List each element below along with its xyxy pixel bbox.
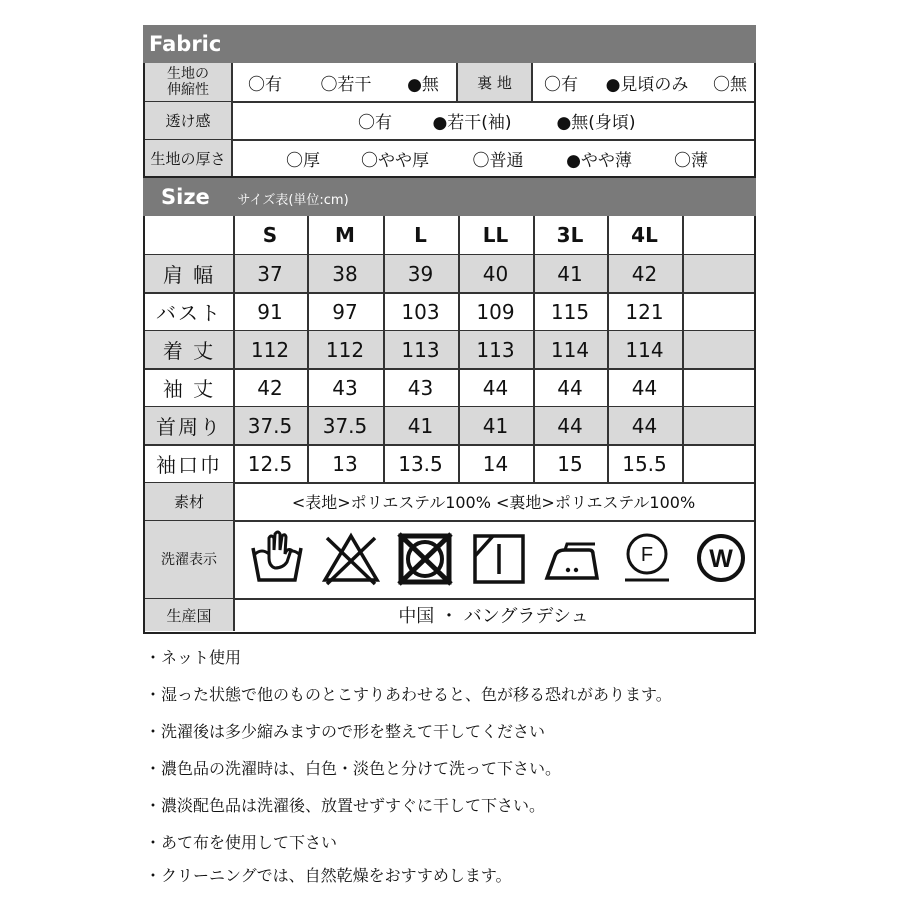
size-column-s: S [262, 223, 278, 247]
thickness-option-thick: 〇厚 [286, 150, 320, 171]
care-label: 洗濯表示 [145, 521, 233, 598]
size-value-cell: 112 [250, 337, 290, 362]
size-value-cell: 44 [631, 375, 658, 400]
fabric-label-stretch: 生地の 伸縮性 [145, 63, 231, 101]
size-value-cell: 114 [625, 337, 664, 362]
size-value-cell: 109 [476, 299, 515, 324]
sheer-option-body: ●無(身頃) [556, 113, 636, 133]
care-note: ・洗濯後は多少縮みますので形を整えて干してください [145, 722, 546, 741]
dry-clean-f-icon [617, 530, 677, 588]
fabric-label-thickness: 生地の厚さ [145, 140, 231, 176]
size-value-cell: 39 [407, 261, 434, 286]
fabric-header [143, 25, 756, 63]
line-dry-shade-icon [469, 530, 529, 588]
care-note: ・濃淡配色品は洗濯後、放置せずすぐに干して下さい。 [145, 796, 546, 815]
size-column-3l: 3L [556, 223, 584, 247]
size-value-cell: 97 [332, 299, 358, 324]
svg-text:W: W [709, 545, 733, 573]
size-value-cell: 44 [482, 375, 509, 400]
size-column-m: M [335, 223, 355, 247]
thickness-option-normal: 〇普通 [472, 150, 524, 171]
fabric-label-sheerness: 透け感 [145, 102, 231, 139]
size-value-cell: 15.5 [622, 451, 667, 476]
lining-option-no: 〇無 [713, 74, 747, 95]
size-value-cell: 113 [401, 337, 440, 362]
size-value-cell: 37.5 [247, 413, 293, 438]
stretch-option-slight: 〇若干 [320, 74, 372, 95]
size-value-cell: 38 [332, 261, 358, 286]
fabric-table [143, 63, 756, 178]
thickness-option-thin: 〇薄 [674, 150, 708, 171]
origin-value: 中国 ・ バングラデシュ [398, 606, 589, 627]
wet-clean-w-icon [691, 530, 751, 588]
care-note: ・クリーニングでは、自然乾燥をおすすめします。 [145, 866, 512, 885]
size-value-cell: 42 [631, 261, 658, 286]
stretch-option-no: ●無 [407, 74, 439, 95]
size-value-cell: 112 [325, 337, 365, 362]
iron-low-icon [543, 530, 603, 588]
size-value-cell: 44 [631, 413, 658, 438]
care-note: ・あて布を使用して下さい [145, 833, 338, 852]
origin-label: 生産国 [145, 599, 233, 631]
size-value-cell: 37 [257, 261, 283, 286]
size-value-cell: 13 [332, 451, 358, 476]
size-value-cell: 15 [557, 451, 583, 476]
size-value-cell: 14 [482, 451, 509, 476]
size-value-cell: 13.5 [398, 451, 443, 476]
care-notes [145, 645, 885, 895]
care-note: ・ネット使用 [145, 648, 242, 667]
size-value-cell: 37.5 [322, 413, 368, 438]
size-row-label: 肩 幅 [162, 263, 216, 287]
size-value-cell: 121 [625, 299, 664, 324]
no-tumble-dry-icon [395, 530, 455, 588]
sheer-option-yes: 〇有 [358, 113, 392, 133]
size-row-label: 着 丈 [162, 339, 216, 363]
hand-wash-icon [247, 530, 307, 588]
size-value-cell: 103 [401, 299, 440, 324]
size-column-4l: 4L [631, 223, 658, 247]
size-header [143, 178, 756, 216]
size-corner-cell [145, 216, 233, 254]
thickness-option-fairly-thin: ●やや薄 [566, 150, 632, 171]
size-value-cell: 41 [407, 413, 434, 438]
size-value-cell: 40 [482, 261, 509, 286]
size-value-cell: 43 [407, 375, 434, 400]
size-title: Size [161, 185, 210, 209]
size-value-cell: 43 [332, 375, 358, 400]
size-value-cell: 91 [257, 299, 283, 324]
size-row-label: 首周り [156, 415, 222, 439]
size-value-cell: 115 [550, 299, 590, 324]
size-row-label: 袖 丈 [162, 377, 216, 401]
size-value-cell: 41 [557, 261, 583, 286]
size-value-cell: 41 [482, 413, 509, 438]
svg-text:F: F [640, 544, 654, 566]
size-value-cell: 44 [557, 375, 583, 400]
lining-option-body-only: ●見頃のみ [605, 74, 689, 95]
stretch-option-yes: 〇有 [248, 74, 282, 95]
lining-option-yes: 〇有 [544, 74, 578, 95]
material-value: <表地>ポリエステル100% <裏地>ポリエステル100% [291, 493, 696, 512]
fabric-label-lining: 裏 地 [457, 63, 532, 101]
size-row-label: バスト [156, 301, 222, 325]
size-value-cell: 114 [550, 337, 590, 362]
material-label: 素材 [145, 483, 233, 520]
sheer-option-sleeve: ●若干(袖) [432, 113, 512, 133]
care-note: ・濃色品の洗濯時は、白色・淡色と分けて洗って下さい。 [145, 759, 562, 778]
size-value-cell: 12.5 [247, 451, 293, 476]
size-column-ll: LL [482, 223, 509, 247]
size-table [143, 216, 756, 634]
no-bleach-icon [321, 530, 381, 588]
size-value-cell: 44 [557, 413, 583, 438]
fabric-title: Fabric [149, 32, 222, 56]
size-row-label: 袖口巾 [156, 453, 222, 477]
size-column-l: L [414, 223, 427, 247]
size-value-cell: 113 [476, 337, 515, 362]
thickness-option-fairly-thick: 〇やや厚 [361, 150, 429, 171]
size-subtitle: サイズ表(単位:cm) [237, 193, 349, 208]
size-value-cell: 42 [257, 375, 283, 400]
care-note: ・湿った状態で他のものとこすりあわせると、色が移る恐れがあります。 [145, 685, 672, 704]
